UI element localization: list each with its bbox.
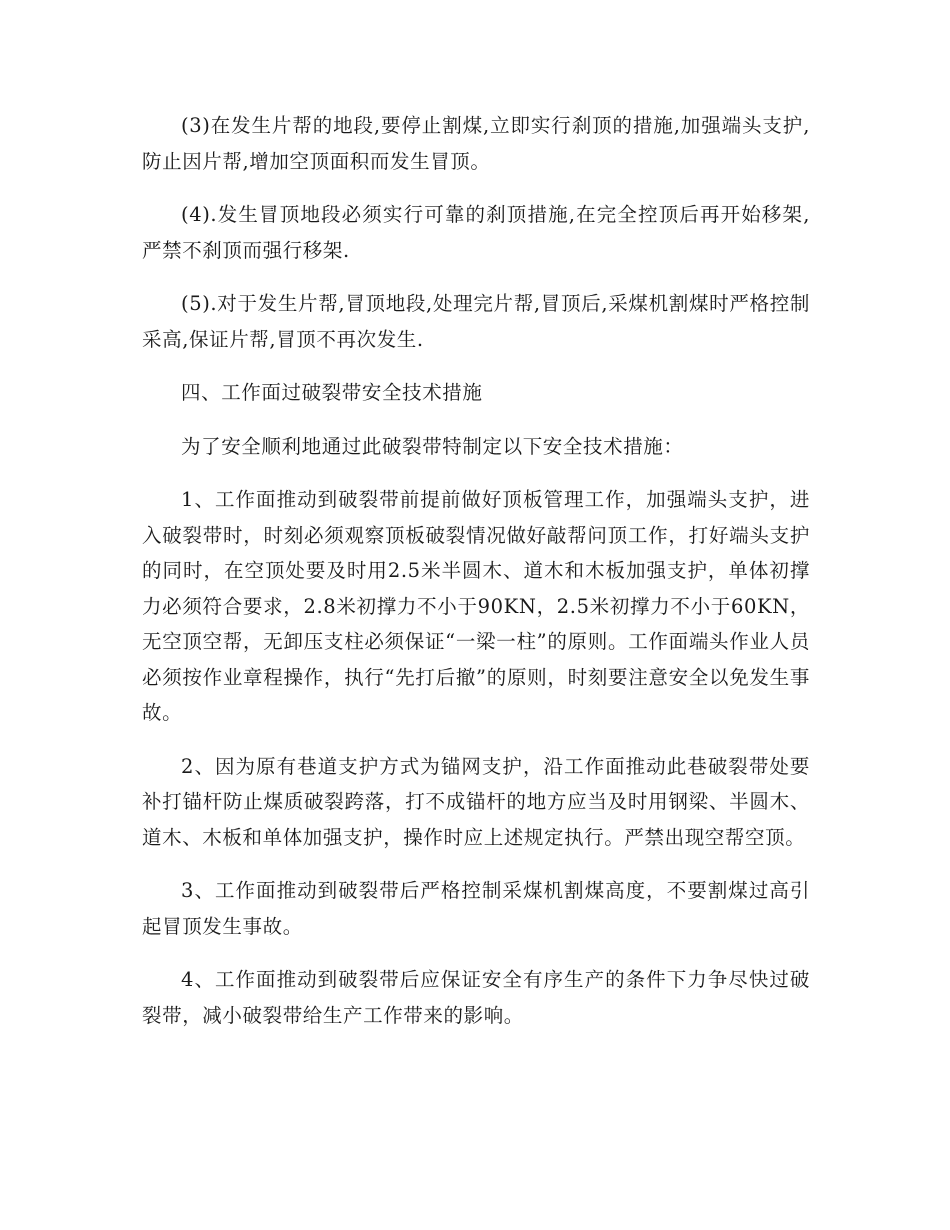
- measure-1: 1、工作面推动到破裂带前提前做好顶板管理工作，加强端头支护，进入破裂带时，时刻必须观察顶板破裂情况做好敲帮问顶工作，打好端头支护的同时，在空顶处要及时用2.5米半圆木、道木和木板加强支护，单体初撑力必须符合要求，2.8米初撑力不小于90KN，2.5米初撑力不小于60KN，无空顶空帮，无卸压支柱必须保证“一梁一柱”的原则。工作面端头作业人员必须按作业章程操作，执行“先打后撤”的原则，时刻要注意安全以免发生事故。: [142, 488, 810, 724]
- section-heading: 四、工作面过破裂带安全技术措施: [181, 381, 483, 404]
- measure-2: 2、因为原有巷道支护方式为锚网支护，沿工作面推动此巷破裂带处要补打锚杆防止煤质破裂跨落，打不成锚杆的地方应当及时用钢梁、半圆木、道木、木板和单体加强支护，操作时应上述规定执行。严禁出现空帮空顶。: [142, 754, 810, 849]
- paragraph-5-mining-height: (5).对于发生片帮,冒顶地段,处理完片帮,冒顶后,采煤机割煤时严格控制采高,保证片帮,冒顶不再次发生.: [142, 292, 810, 351]
- measure-4: 4、工作面推动到破裂带后应保证安全有序生产的条件下力争尽快过破裂带，减小破裂带给生产工作带来的影响。: [142, 968, 810, 1027]
- paragraph-3-spalling: (3)在发生片帮的地段,要停止割煤,立即实行刹顶的措施,加强端头支护,防止因片帮,增加空顶面积而发生冒顶。: [142, 114, 810, 173]
- section-intro: 为了安全顺利地通过此破裂带特制定以下安全技术措施：: [181, 434, 684, 458]
- measure-3: 3、工作面推动到破裂带后严格控制采煤机割煤高度，不要割煤过高引起冒顶发生事故。: [142, 879, 810, 938]
- paragraph-4-roof-fall: (4).发生冒顶地段必须实行可靠的刹顶措施,在完全控顶后再开始移架,严禁不刹顶而强行移架.: [142, 203, 810, 262]
- document-body: [142, 108, 810, 1051]
